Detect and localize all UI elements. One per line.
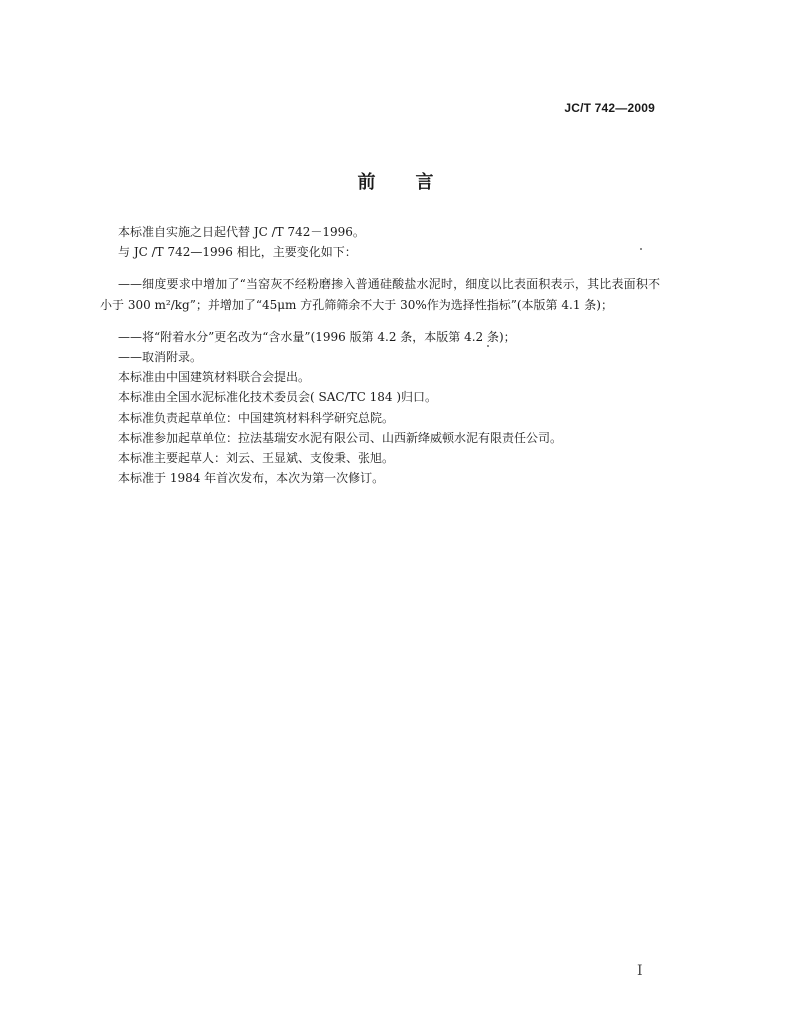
- standard-code: JC/T 742—2009: [564, 101, 655, 115]
- paragraph-main-drafters: 本标准主要起草人：刘云、王显斌、支俊秉、张旭。: [118, 451, 395, 466]
- paragraph-change-appendix: ——取消附录。: [118, 350, 203, 365]
- scan-speck: [487, 345, 489, 347]
- paragraph-changes-intro: 与 JC /T 742—1996 相比，主要变化如下：: [118, 245, 357, 260]
- paragraph-lead-drafter: 本标准负责起草单位：中国建筑材料科学研究总院。: [118, 410, 395, 425]
- paragraph-change-fineness: ——细度要求中增加了“当窑灰不经粉磨掺入普通硅酸盐水泥时，细度以比表面积表示，其比表面积不小于 300 m²/kg”；并增加了“45μm 方孔筛筛余不大于 30%作为选择性指标”(本版第 4.1 条)；: [100, 277, 660, 312]
- page-number: I: [637, 963, 643, 979]
- paragraph-committee: 本标准由全国水泥标准化技术委员会( SAC/TC 184 )归口。: [118, 390, 438, 405]
- page-title: 前言: [357, 172, 474, 193]
- paragraph-proposer: 本标准由中国建筑材料联合会提出。: [118, 370, 311, 385]
- paragraph-history: 本标准于 1984 年首次发布，本次为第一次修订。: [118, 471, 385, 486]
- foreword-body: [100, 222, 660, 488]
- paragraph-participating-drafters: 本标准参加起草单位：拉法基瑞安水泥有限公司、山西新绛威顿水泥有限责任公司。: [118, 430, 563, 445]
- paragraph-change-moisture: ——将“附着水分”更名改为“含水量”(1996 版第 4.2 条，本版第 4.2 条)；: [118, 329, 516, 344]
- scan-speck: [640, 248, 642, 250]
- paragraph-replaces: 本标准自实施之日起代替 JC /T 742－1996。: [118, 225, 365, 239]
